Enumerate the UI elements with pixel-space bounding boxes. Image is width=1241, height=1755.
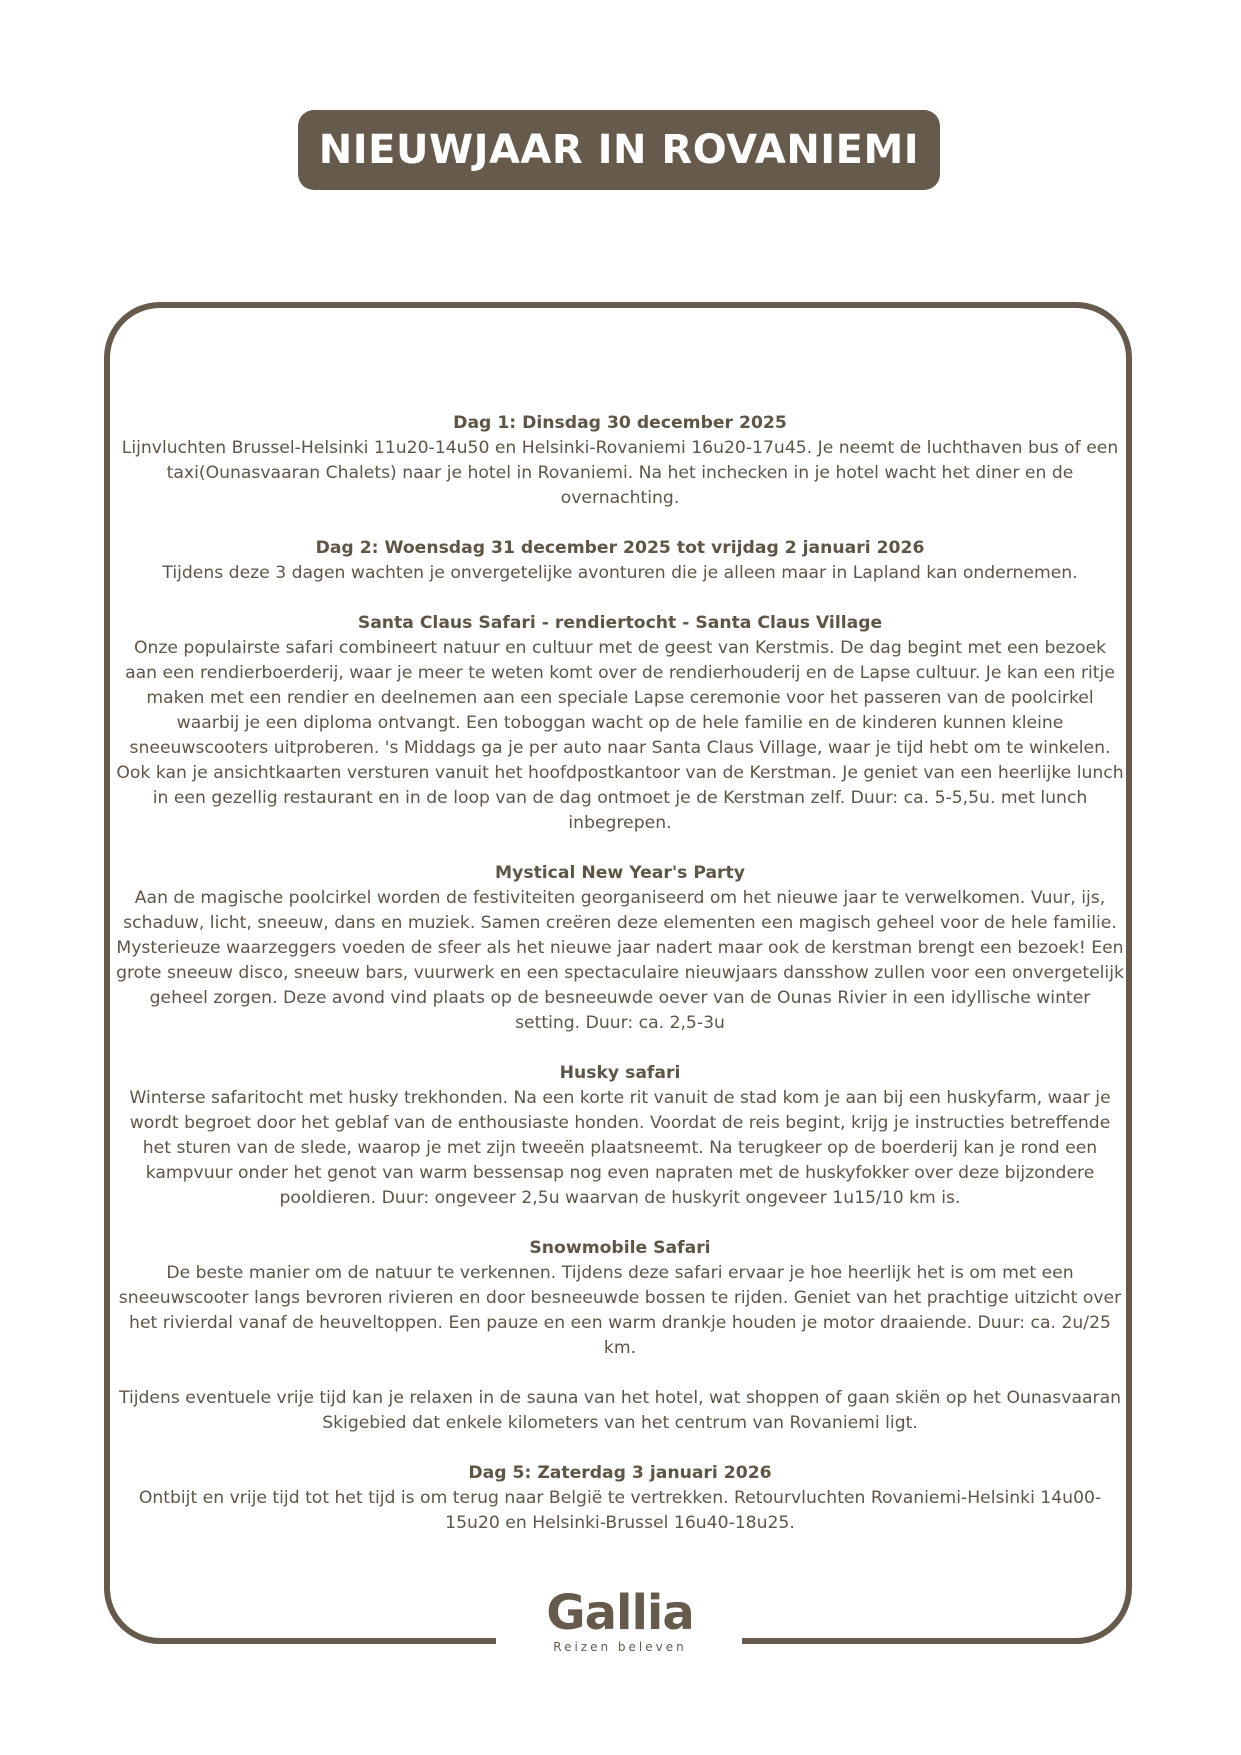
itinerary-content [116, 411, 1124, 1561]
section-text: De beste manier om de natuur te verkennen. Tijdens deze safari ervaar je hoe heerlijk het is om met een sneeuwscooter langs bevroren rivieren en door besneeuwde bossen te rijden. Geniet van het prachtige uitzicht over het rivierdal vanaf de heuveltoppen. Een pauze en een warm drankje houden je motor draaiende. Duur: ca. 2u/25 km. [118, 1263, 1122, 1358]
section-heading: Dag 5: Zaterdag 3 januari 2026 [468, 1463, 772, 1483]
section-day-2 [116, 536, 1124, 586]
section-husky-safari [116, 1061, 1124, 1211]
section-text: Ontbijt en vrije tijd tot het tijd is om terug naar België te vertrekken. Retourvluchten Rovaniemi-Helsinki 14u00-15u20 en Helsinki-Brussel 16u40-18u25. [138, 1488, 1102, 1533]
section-snowmobile-safari [116, 1236, 1124, 1361]
section-heading: Husky safari [559, 1063, 681, 1083]
gallia-logo [520, 1585, 720, 1654]
section-new-years-party [116, 861, 1124, 1036]
section-day-5 [116, 1461, 1124, 1536]
section-free-time [116, 1386, 1124, 1436]
section-santa-claus-safari [116, 611, 1124, 836]
page-title: NIEUWJAAR IN ROVANIEMI [318, 127, 920, 173]
section-text: Onze populairste safari combineert natuur en cultuur met de geest van Kerstmis. De dag begint met een bezoek aan een rendierboerderij, waar je meer te weten komt over de rendierhouderij en de Lapse cultuur. Je kan een ritje maken met een rendier en deelnemen aan een speciale Lapse ceremonie voor het passeren van de poolcirkel waarbij je een diploma ontvangt. Een toboggan wacht op de hele familie en de kinderen kunnen kleine sneeuwscooters uitproberen. 's Middags ga je per auto naar Santa Claus Village, waar je tijd hebt om te winkelen. Ook kan je ansichtkaarten versturen vanuit het hoofdpostkantoor van de Kerstman. Je geniet van een heerlijke lunch in een gezellig restaurant en in de loop van de dag ontmoet je de Kerstman zelf. Duur: ca. 5-5,5u. met lunch inbegrepen. [116, 638, 1124, 833]
logo-tagline: Reizen beleven [553, 1640, 687, 1654]
section-heading: Dag 2: Woensdag 31 december 2025 tot vrijdag 2 januari 2026 [315, 538, 925, 558]
section-heading: Mystical New Year's Party [495, 863, 745, 883]
title-badge [298, 110, 940, 190]
section-heading: Dag 1: Dinsdag 30 december 2025 [453, 413, 787, 433]
section-text: Winterse safaritocht met husky trekhonden. Na een korte rit vanuit de stad kom je aan bij een huskyfarm, waar je wordt begroet door het geblaf van de enthousiaste honden. Voordat de reis begint, krijg je instructies betreffende het sturen van de slede, waarop je met zijn tweeën plaatsneemt. Na terugkeer op de boerderij kan je rond een kampvuur onder het genot van warm bessensap nog even napraten met de huskyfokker over deze bijzondere pooldieren. Duur: ongeveer 2,5u waarvan de huskyrit ongeveer 1u15/10 km is. [129, 1088, 1111, 1208]
section-heading: Santa Claus Safari - rendiertocht - Santa Claus Village [357, 613, 883, 633]
section-text: Lijnvluchten Brussel-Helsinki 11u20-14u50 en Helsinki-Rovaniemi 16u20-17u45. Je neemt de luchthaven bus of een taxi(Ounasvaaran Chalets) naar je hotel in Rovaniemi. Na het inchecken in je hotel wacht het diner en de overnachting. [121, 438, 1119, 508]
section-text: Aan de magische poolcirkel worden de festiviteiten georganiseerd om het nieuwe jaar te verwelkomen. Vuur, ijs, schaduw, licht, sneeuw, dans en muziek. Samen creëren deze elementen een magisch geheel voor de hele familie. Mysterieuze waarzeggers voeden de sfeer als het nieuwe jaar nadert maar ook de kerstman brengt een bezoek! Een grote sneeuw disco, sneeuw bars, vuurwerk en een spectaculaire nieuwjaars dansshow zullen voor een onvergetelijk geheel zorgen. Deze avond vind plaats op de besneeuwde oever van de Ounas Rivier in een idyllische winter setting. Duur: ca. 2,5-3u [116, 888, 1124, 1033]
section-day-1 [116, 411, 1124, 511]
section-text: Tijdens eventuele vrije tijd kan je relaxen in de sauna van het hotel, wat shoppen of gaan skiën op het Ounasvaaran Skigebied dat enkele kilometers van het centrum van Rovaniemi ligt. [118, 1388, 1121, 1433]
section-text: Tijdens deze 3 dagen wachten je onvergetelijke avonturen die je alleen maar in Lapland kan ondernemen. [162, 563, 1078, 583]
section-heading: Snowmobile Safari [529, 1238, 711, 1258]
logo-wordmark: Gallia [546, 1585, 694, 1641]
